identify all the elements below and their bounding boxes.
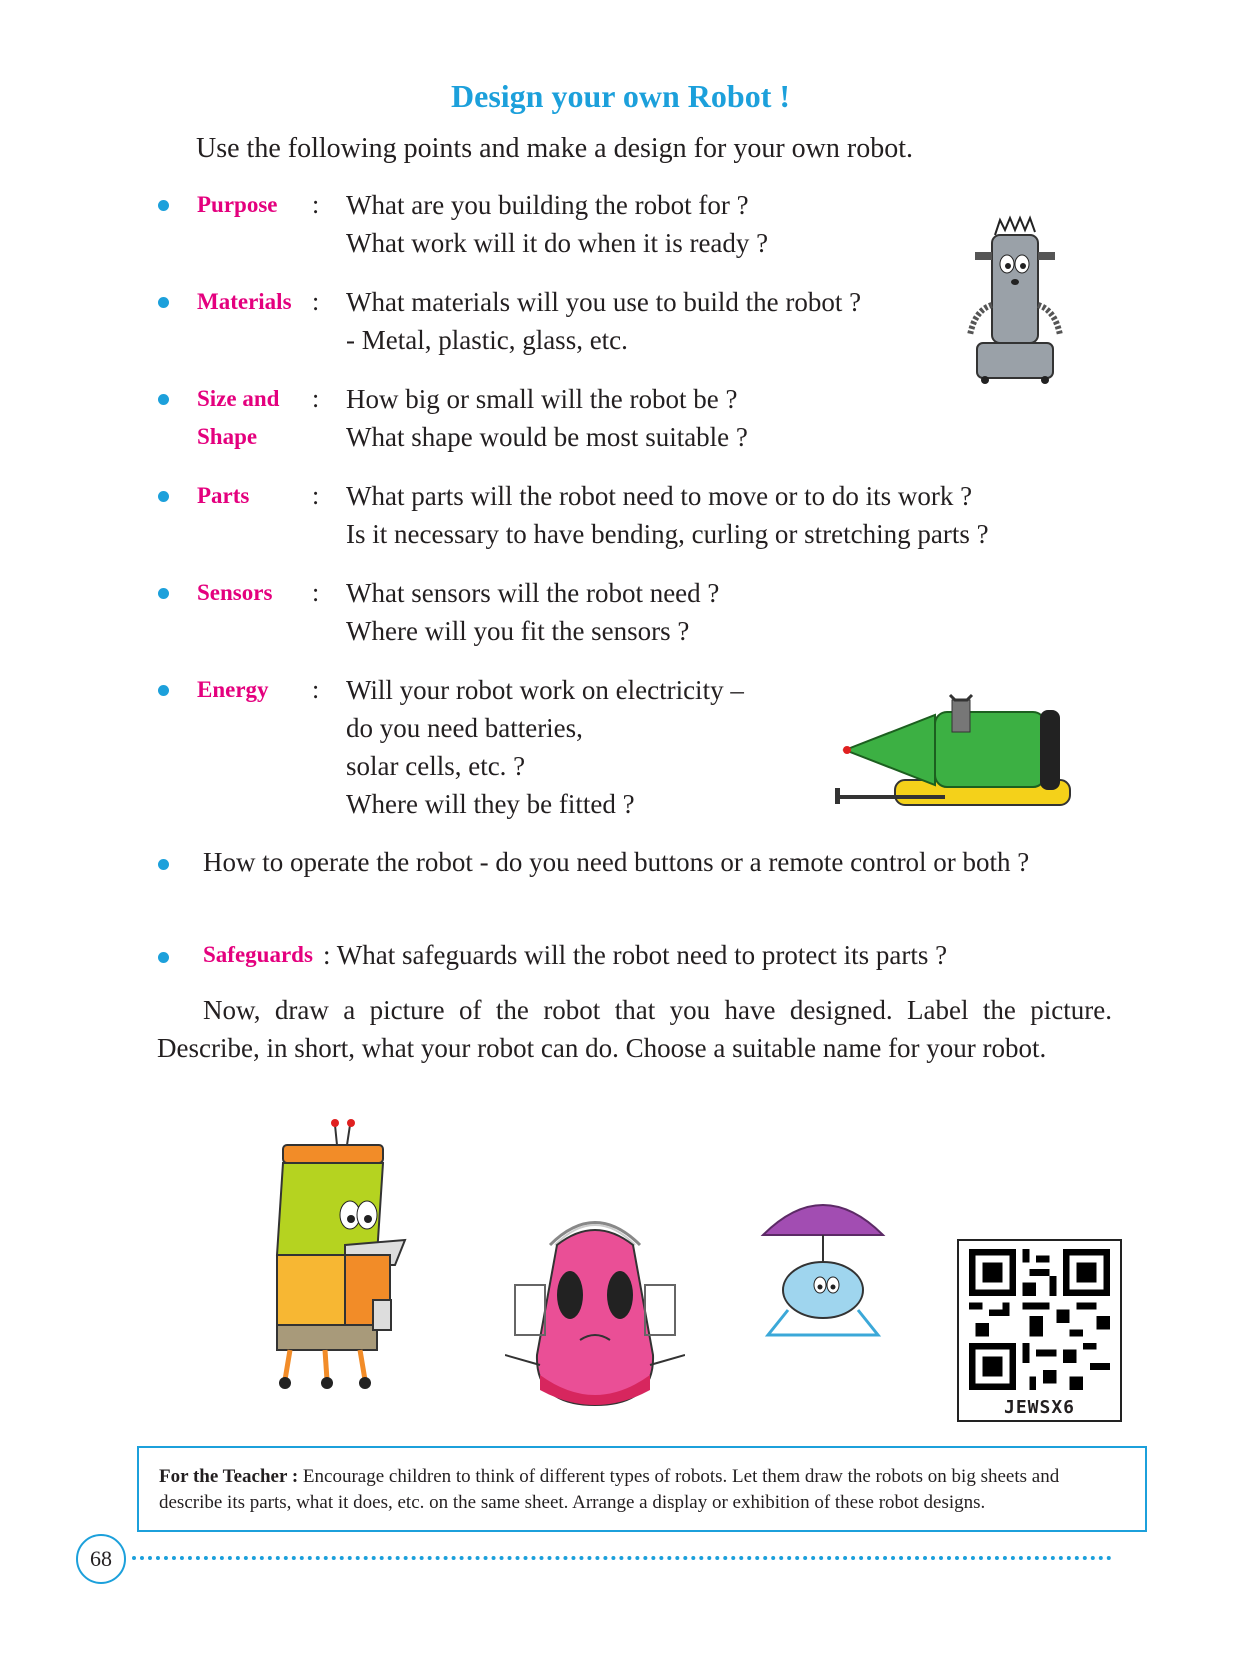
page-title: Design your own Robot ! (451, 78, 790, 114)
point-label: Purpose (197, 192, 278, 217)
bullet-icon (158, 297, 169, 308)
point-label (197, 380, 279, 456)
bullet-icon (158, 685, 169, 696)
teacher-note (137, 1446, 1147, 1532)
bullet-icon (158, 491, 169, 502)
point-description (346, 477, 989, 553)
operate-text: How to operate the robot - do you need buttons or a remote control or both ? (203, 847, 1030, 877)
teacher-note-label: For the Teacher : (159, 1466, 299, 1487)
point-description (346, 574, 719, 650)
footer-dotted-line (132, 1556, 1112, 1560)
description-line: What shape would be most suitable ? (346, 422, 748, 452)
description-line: solar cells, etc. ? (346, 751, 526, 781)
page-number: 68 (76, 1534, 126, 1584)
description-line: What parts will the robot need to move or to do its work ? (346, 481, 973, 511)
point-description (346, 671, 744, 823)
colon: : (312, 481, 320, 510)
bullet-icon (158, 952, 169, 963)
point-label: Safeguards (203, 942, 313, 967)
qr-code-icon (969, 1249, 1110, 1390)
bullet-icon (158, 394, 169, 405)
closing-paragraph: Now, draw a picture of the robot that you have designed. Label the picture. Describe, in short, what your robot can do. Choose a suitable name for your robot. (157, 995, 1112, 1063)
description-line: What materials will you use to build the robot ? (346, 287, 862, 317)
bullet-icon (158, 588, 169, 599)
qr-code[interactable] (957, 1239, 1122, 1422)
description-line: Where will you fit the sensors ? (346, 616, 690, 646)
description-line: Will your robot work on electricity – (346, 675, 744, 705)
intro-text: Use the following points and make a design for your own robot. (196, 133, 913, 164)
point-label: Parts (197, 483, 250, 508)
pink-robot-illustration (505, 1205, 685, 1415)
description-line: - Metal, plastic, glass, etc. (346, 325, 628, 355)
qr-code-label: JEWSX6 (1003, 1397, 1076, 1418)
umbrella-robot-illustration (758, 1190, 888, 1340)
point-description (346, 380, 748, 456)
yellow-robot-illustration (255, 1115, 435, 1395)
colon: : (312, 190, 320, 219)
point-label: Sensors (197, 580, 273, 605)
grey-robot-illustration (965, 210, 1075, 400)
colon: : (312, 578, 320, 607)
bullet-icon (158, 859, 169, 870)
colon: : (312, 675, 320, 704)
description-line: Is it necessary to have bending, curling or stretching parts ? (346, 519, 989, 549)
point-label: Materials (197, 289, 292, 314)
green-drill-robot-illustration (835, 690, 1085, 830)
point-label: Energy (197, 677, 269, 702)
safeguards-text: : What safeguards will the robot need to protect its parts ? (323, 940, 948, 970)
description-line: How big or small will the robot be ? (346, 384, 738, 414)
description-line: What work will it do when it is ready ? (346, 228, 769, 258)
label-line: Shape (197, 424, 258, 449)
colon: : (312, 287, 320, 316)
label-line: Size and (197, 386, 280, 411)
point-description (346, 186, 768, 262)
bullet-icon (158, 200, 169, 211)
description-line: What are you building the robot for ? (346, 190, 749, 220)
description-line: What sensors will the robot need ? (346, 578, 720, 608)
point-description (346, 283, 861, 359)
description-line: Where will they be fitted ? (346, 789, 635, 819)
teacher-note-text: Encourage children to think of different types of robots. Let them draw the robots on big sheets and describe its parts, what it does, etc. on the same sheet. Arrange a display or exhibition of these robot designs. (159, 1466, 1060, 1513)
description-line: do you need batteries, (346, 713, 583, 743)
colon: : (312, 384, 320, 413)
